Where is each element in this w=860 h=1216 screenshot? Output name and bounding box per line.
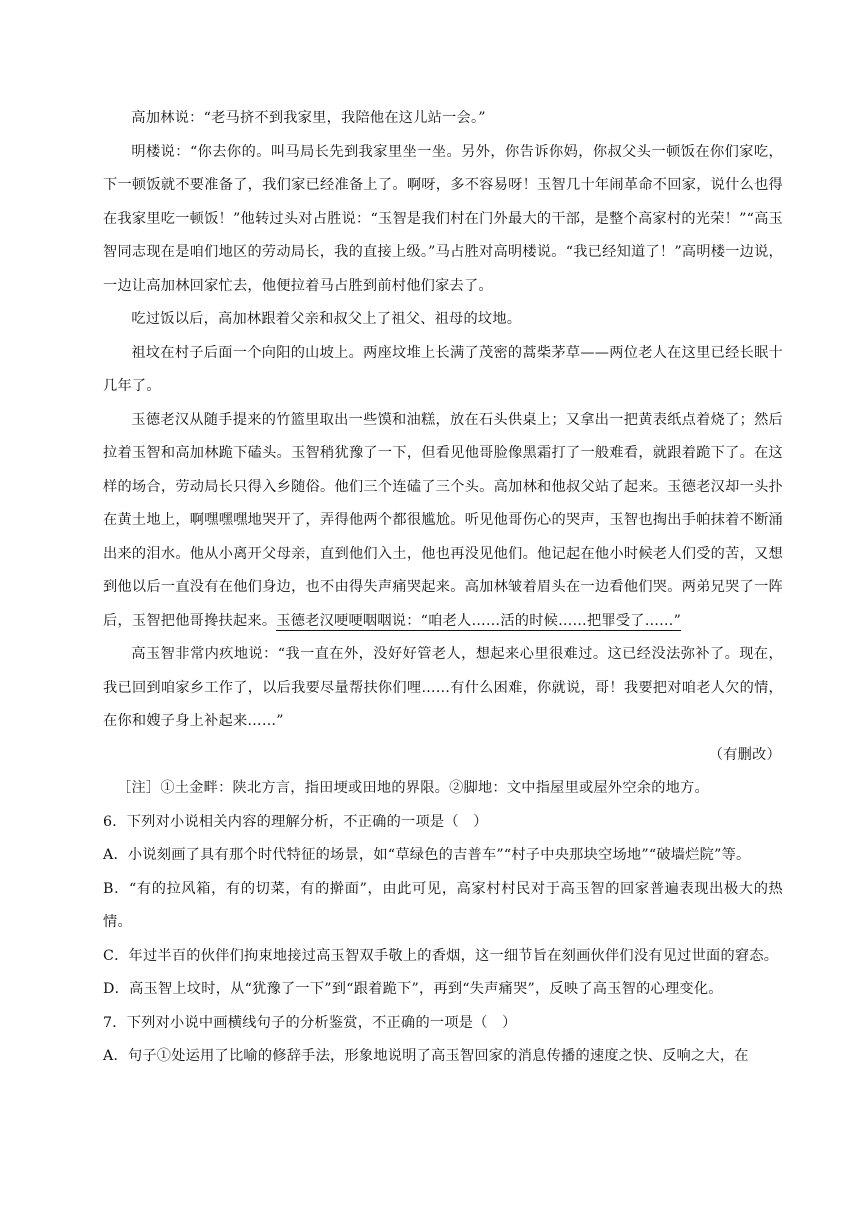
passage-paragraph-1: 高加林说：“老马挤不到我家里，我陪他在这儿站一会。” xyxy=(131,110,486,126)
document-body xyxy=(103,102,783,1074)
underlined-sentence: 玉德老汉哽哽咽咽说：“咱老人……活的时候……把罪受了……” xyxy=(276,612,682,629)
passage-paragraph-6: 高玉智非常内疚地说：“我一直在外，没好好管老人，想起来心里很难过。这已经没法弥补了。现在，我已回到咱家乡工作了，以后我要尽量帮扶你们哩……有什么困难，你就说，哥！我要把对咱老人欠的情，在你和嫂子身上补起来……” xyxy=(103,646,783,729)
annotation: ［注］①土金畔：陕北方言，指田埂或田地的界限。②脚地：文中指屋里或屋外空余的地方。 xyxy=(117,780,709,796)
question-6-option-a: A．小说刻画了具有那个时代特征的场景，如“草绿色的吉普车”“村子中央那块空场地”“破墙烂院”等。 xyxy=(103,847,751,863)
question-6-stem: 6．下列对小说相关内容的理解分析，不正确的一项是（ ） xyxy=(103,813,488,830)
passage-paragraph-3: 吃过饭以后，高加林跟着父亲和叔父上了祖父、祖母的坟地。 xyxy=(131,311,522,327)
question-7-option-a: A．句子①处运用了比喻的修辞手法，形象地说明了高玉智回家的消息传播的速度之快、反响之大，在 xyxy=(103,1048,749,1064)
passage-paragraph-2: 明楼说：“你去你的。叫马局长先到我家里坐一坐。另外，你告诉你妈，你叔父头一顿饭在你们家吃，下一顿饭就不要准备了，我们家已经准备上了。啊呀，多不容易呀！玉智几十年闹革命不回家，说什么也得在我家里吃一顿饭！”他转过头对占胜说：“玉智是我们村在门外最大的干部，是整个高家村的光荣！”“高玉智同志现在是咱们地区的劳动局长，我的直接上级。”马占胜对高明楼说。“我已经知道了！”高明楼一边说，一边让高加林回家忙去，他便拉着马占胜到前村他们家去了。 xyxy=(103,143,783,294)
question-6-option-d: D．高玉智上坟时，从“犹豫了一下”到“跟着跪下”，再到“失声痛哭”，反映了高玉智的心理变化。 xyxy=(103,981,723,997)
source-note: （有删改） xyxy=(708,746,781,763)
passage-paragraph-4: 祖坟在村子后面一个向阳的山坡上。两座坟堆上长满了茂密的蒿柴茅草——两位老人在这里已经长眠十几年了。 xyxy=(103,344,783,394)
passage-paragraph-5-text: 玉德老汉从随手提来的竹篮里取出一些馍和油糕，放在石头供桌上；又拿出一把黄表纸点着烧了；然后拉着玉智和高加林跪下磕头。玉智稍犹豫了一下，但看见他哥脸像黑霜打了一般难看，就跟着跪下了。在这样的场合，劳动局长只得入乡随俗。他们三个连磕了三个头。高加林和他叔父站了起来。玉德老汉却一头扑在黄土地上，啊嘿嘿嘿地哭开了，弄得他两个都很尴尬。听见他哥伤心的哭声，玉智也掏出手帕抹着不断涌出来的泪水。他从小离开父母亲，直到他们入土，他也再没见他们。他记起在他小时候老人们受的苦，又想到他以后一直没有在他们身边，也不由得失声痛哭起来。高加林皱着眉头在一边看他们哭。两弟兄哭了一阵后，玉智把他哥搀扶起来。 xyxy=(103,411,783,629)
question-6-option-c: C．年过半百的伙伴们拘束地接过高玉智双手敬上的香烟，这一细节旨在刻画伙伴们没有见过世面的窘态。 xyxy=(103,947,779,964)
question-6-option-b: B．“有的拉风箱，有的切菜，有的擀面”，由此可见，高家村村民对于高玉智的回家普遍表现出极大的热情。 xyxy=(103,880,783,930)
question-7-stem: 7．下列对小说中画横线句子的分析鉴赏，不正确的一项是（ ） xyxy=(103,1014,517,1031)
passage-paragraph-5 xyxy=(103,404,783,639)
